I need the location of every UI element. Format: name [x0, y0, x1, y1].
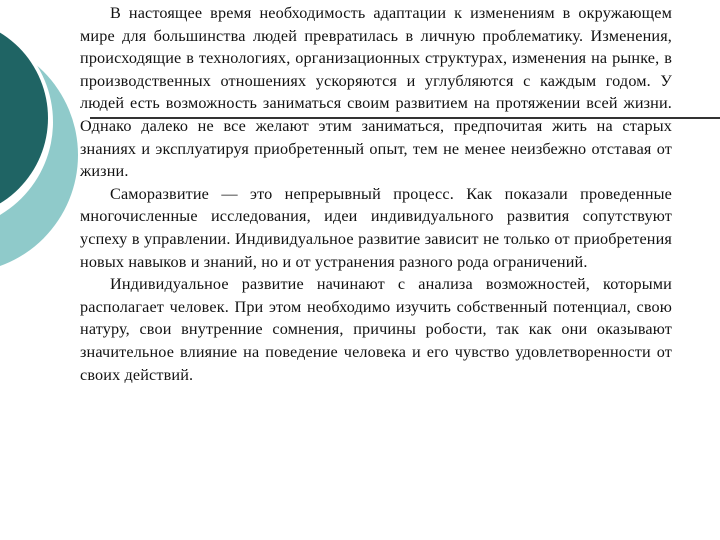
decorative-circles	[0, 0, 90, 300]
paragraph-individual-development: Индивидуальное развитие начинают с анализа возможностей, которыми располагает человек. При этом необходимо изучить собственный потенциал, свою натуру, свои внутренние сомнения, причины робости, так как они оказывают значительное влияние на поведение человека и его чувство удовлетворенности от своих действий.	[80, 275, 672, 384]
paragraph-self-development: Саморазвитие — это непрерывный процесс. Как показали проведенные многочисленные исследования, идеи индивидуального развития сопутствуют успеху в управлении. Индивидуальное развитие зависит не только от приобретения новых навыков и знаний, но и от устранения разного рода ограничений.	[80, 184, 672, 271]
body-text	[80, 2, 672, 386]
paragraph-adaptation: В настоящее время необходимость адаптации к изменениям в окружающем мире для большинства людей превратилась в личную проблематику. Изменения, происходящие в технологиях, организационных структурах, изменения на рынке, в производственных отношениях ускоряются и углубляются с каждым годом. У людей есть возможность заниматься своим развитием на протяжении всей жизни. Однако далеко не все желают этим заниматься, предпочитая жить на старых знаниях и эксплуатируя приобретенный опыт, тем не менее неизбежно отставая от жизни.	[80, 4, 672, 181]
